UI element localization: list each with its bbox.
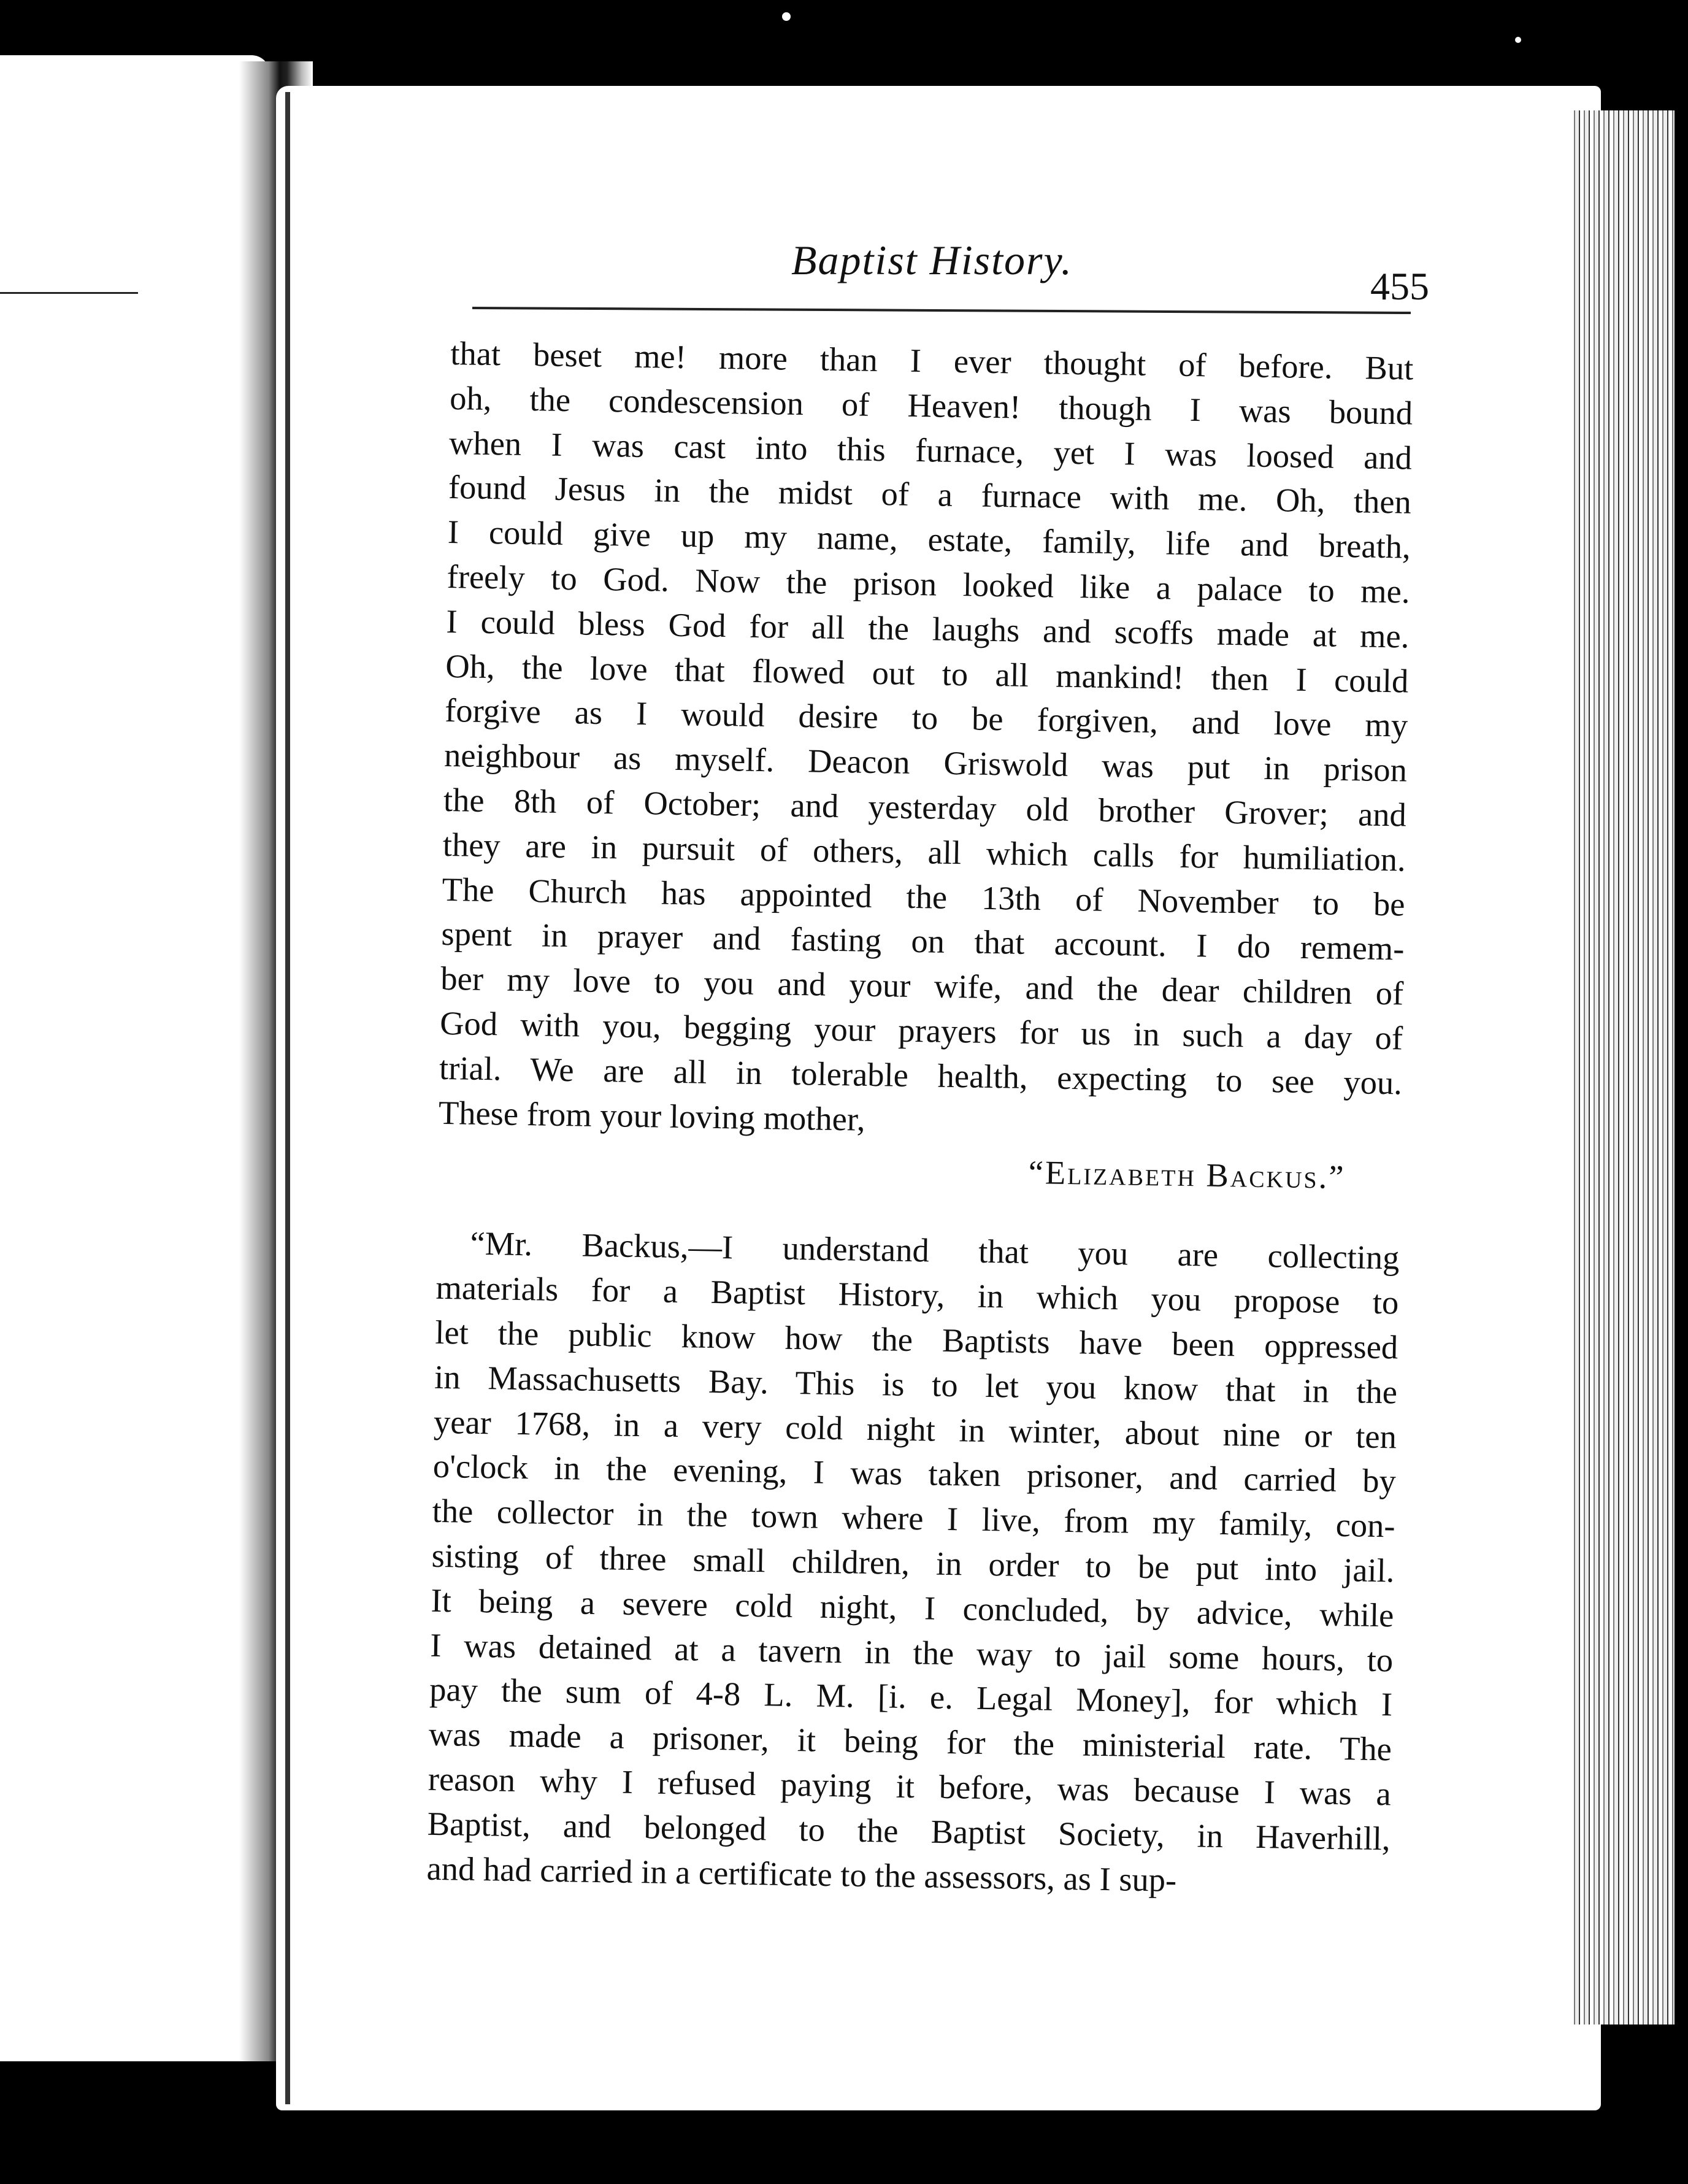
text-line: ber my love to you and your wife, and the dear children of [440, 959, 1404, 1012]
text-line: materials for a Baptist History, in which you propose to [435, 1268, 1399, 1321]
text-line: It being a severe cold night, I concluded, by advice, while [431, 1581, 1394, 1634]
letter-to-mr-backus [426, 1221, 1400, 1905]
text-line: I could give up my name, estate, family, life and breath, [447, 513, 1411, 566]
text-line: trial. We are all in tolerable health, expecting to see you. [439, 1048, 1403, 1102]
page-edges [1570, 110, 1675, 2024]
previous-page [0, 55, 270, 2061]
page-number: 455 [1370, 264, 1429, 308]
text-line: year 1768, in a very cold night in winter, about nine or ten [433, 1402, 1397, 1455]
page-body [426, 331, 1414, 1906]
text-line: forgive as I would desire to be forgiven, and love my [444, 691, 1408, 744]
text-line: neighbour as myself. Deacon Griswold was put in prison [443, 736, 1408, 789]
speck [782, 12, 791, 21]
text-line: freely to God. Now the prison looked like a palace to me. [447, 557, 1411, 610]
letter-elizabeth-backus [438, 331, 1413, 1150]
text-line: I could bless God for all the laughs and scoffs made at me. [446, 602, 1410, 655]
page-header [791, 236, 1429, 308]
text-line: they are in pursuit of others, all which calls for humiliation. [442, 825, 1406, 879]
text-line: spent in prayer and fasting on that account. I do remem- [441, 915, 1405, 967]
spine-shadow [285, 92, 290, 2104]
previous-page-rule [0, 292, 138, 294]
text-line: when I was cast into this furnace, yet I was loosed and [448, 423, 1413, 477]
text-line: Oh, the love that flowed out to all mankind! then I could [445, 647, 1409, 700]
signature: “Elizabeth Backus.” [1028, 1153, 1346, 1196]
running-head: Baptist History. [791, 237, 1073, 283]
text-line: I was detained at a tavern in the way to jail some hours, to [429, 1626, 1394, 1678]
text-line: oh, the condescension of Heaven! though I was bound [449, 379, 1413, 432]
text-line: Baptist, and belonged to the Baptist Society, in Haverhill, [427, 1804, 1391, 1858]
text-line: in Massachusetts Bay. This is to let you know that in the [434, 1358, 1398, 1411]
text-line: pay the sum of 4-8 L. M. [i. e. Legal Money], for which I [429, 1671, 1393, 1723]
text-line: the 8th of October; and yesterday old brother Grover; and [443, 780, 1407, 834]
text-line: These from your loving mother, [438, 1093, 865, 1138]
text-line: and had carried in a certificate to the assessors, as I sup- [426, 1849, 1177, 1899]
speck [1515, 37, 1521, 43]
text-line: let the public know how the Baptists have been oppressed [434, 1313, 1398, 1366]
text-line: the collector in the town where I live, from my family, con- [432, 1491, 1396, 1545]
text-line: found Jesus in the midst of a furnace with me. Oh, then [448, 468, 1412, 521]
text-line: “Mr. Backus,—I understand that you are collecting [470, 1225, 1400, 1277]
text-line: o'clock in the evening, I was taken prisoner, and carried by [432, 1447, 1397, 1500]
text-line: was made a prisoner, it being for the ministerial rate. The [428, 1715, 1392, 1768]
text-line: The Church has appointed the 13th of November to be [442, 870, 1406, 923]
text-line: God with you, begging your prayers for us in such a day of [439, 1004, 1403, 1057]
text-line: reason why I refused paying it before, was because I was a [428, 1759, 1392, 1813]
text-line: sisting of three small children, in order to be put into jail. [431, 1536, 1395, 1590]
text-line: that beset me! more than I ever thought of before. But [450, 334, 1414, 387]
